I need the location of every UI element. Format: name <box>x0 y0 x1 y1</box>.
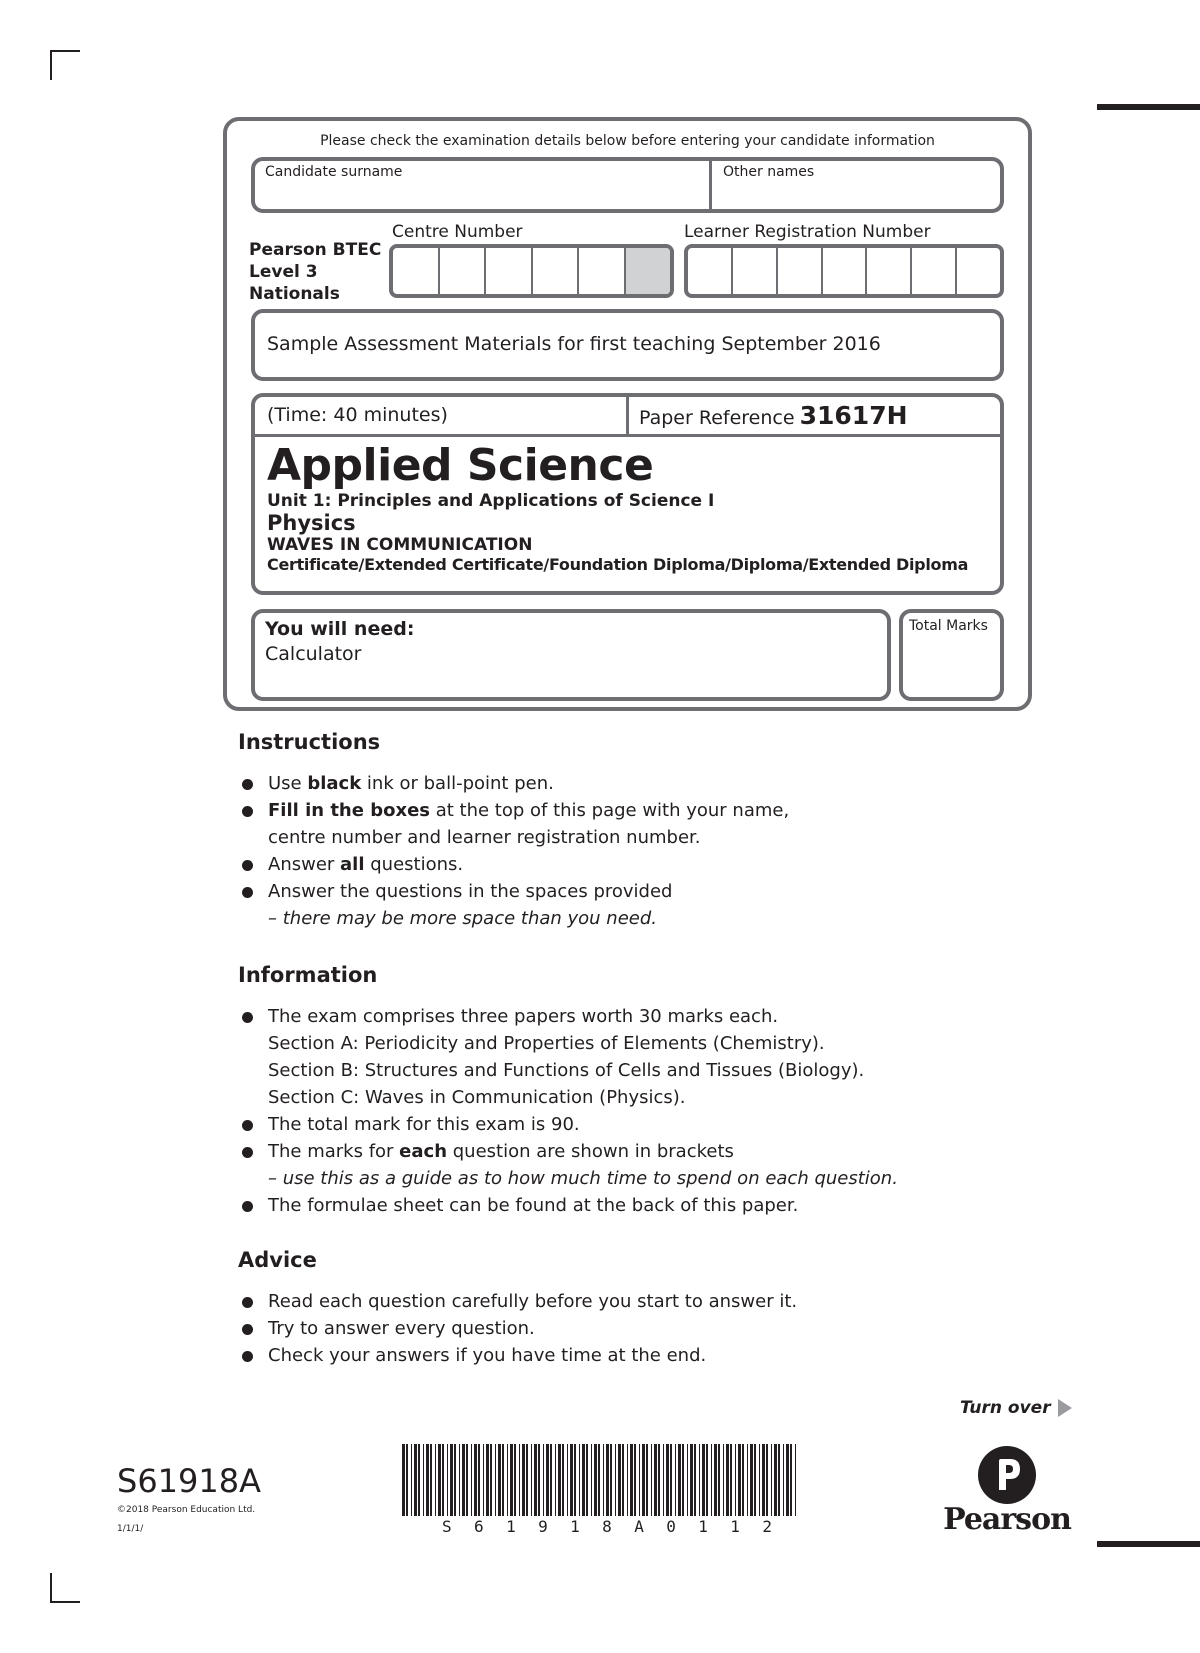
centre-number-cell[interactable] <box>486 248 533 294</box>
learner-registration-cell[interactable] <box>733 248 778 294</box>
play-arrow-icon <box>1058 1399 1072 1417</box>
copyright-note: ©2018 Pearson Education Ltd. <box>117 1505 256 1515</box>
learner-registration-cell[interactable] <box>823 248 868 294</box>
paper-title-block <box>267 440 968 574</box>
sample-note: Sample Assessment Materials for first teaching September 2016 <box>267 333 881 355</box>
learner-registration-boxes[interactable] <box>684 244 1004 298</box>
barcode-char: 1 <box>730 1517 740 1536</box>
total-marks-label: Total Marks <box>909 618 988 634</box>
pearson-wordmark: Pearson <box>943 1502 1071 1537</box>
paper-certificates: Certificate/Extended Certificate/Foundation Diploma/Diploma/Extended Diploma <box>267 555 969 574</box>
qualification-name <box>249 239 381 305</box>
centre-number-label: Centre Number <box>392 222 523 242</box>
paper-code: S61918A <box>117 1462 261 1500</box>
barcode-char: 1 <box>506 1517 516 1536</box>
list-item: Fill in the boxes at the top of this page with your name, centre number and learner registration number. <box>240 797 789 851</box>
paper-reference-code: 31617H <box>799 401 908 430</box>
list-item: Read each question carefully before you start to answer it. <box>240 1288 797 1315</box>
barcode-char: S <box>442 1517 452 1536</box>
barcode-char: 2 <box>762 1517 772 1536</box>
qualification-line3: Nationals <box>249 284 340 304</box>
barcode-char: 8 <box>602 1517 612 1536</box>
list-item: Use black ink or ball-point pen. <box>240 770 789 797</box>
barcode-text <box>442 1517 772 1536</box>
you-will-need-box <box>251 609 891 701</box>
crop-mark-top-left-h <box>50 50 80 52</box>
crop-mark-bottom-left-h <box>50 1601 80 1603</box>
name-box <box>251 157 1004 213</box>
list-item: The exam comprises three papers worth 30 marks each. Section A: Periodicity and Properties of Elements (Chemistry). Section B: Structures and Functions of Cells and Tissues (Biology). Section C: Waves in Communication (Physics). <box>240 1003 898 1111</box>
edge-bar-bottom <box>1097 1541 1200 1547</box>
instructions-heading: Instructions <box>238 730 381 754</box>
paper-subject: Physics <box>267 511 356 535</box>
learner-registration-label: Learner Registration Number <box>684 222 931 242</box>
paper-unit: Unit 1: Principles and Applications of Science I <box>267 491 715 511</box>
barcode-char: A <box>634 1517 644 1536</box>
centre-number-cell[interactable] <box>533 248 580 294</box>
list-item: Answer the questions in the spaces provided – there may be more space than you need. <box>240 878 789 932</box>
paper-box <box>251 393 1004 595</box>
list-item: Try to answer every question. <box>240 1315 797 1342</box>
pearson-logo <box>940 1446 1074 1538</box>
advice-list <box>240 1288 797 1369</box>
crop-mark-bottom-left-v <box>50 1573 52 1603</box>
turn-over-label: Turn over <box>960 1398 1051 1418</box>
paper-title: Applied Science <box>267 440 654 491</box>
paper-reference <box>639 401 908 430</box>
advice-heading: Advice <box>238 1248 317 1272</box>
learner-registration-cell[interactable] <box>688 248 733 294</box>
other-names-label: Other names <box>723 164 815 180</box>
barcode-icon <box>402 1444 798 1516</box>
exam-details-frame <box>223 117 1032 711</box>
you-will-need-item: Calculator <box>265 643 362 665</box>
list-item: The marks for each question are shown in brackets – use this as a guide as to how much time to spend on each question. <box>240 1138 898 1192</box>
total-marks-box <box>899 609 1004 701</box>
information-list <box>240 1003 898 1219</box>
list-item: The formulae sheet can be found at the back of this paper. <box>240 1192 898 1219</box>
sample-note-box <box>251 309 1004 381</box>
barcode-char: 9 <box>538 1517 548 1536</box>
barcode-char: 1 <box>698 1517 708 1536</box>
pearson-p-glyph-icon <box>978 1446 1036 1504</box>
centre-number-cell[interactable] <box>579 248 626 294</box>
candidate-surname-label: Candidate surname <box>265 164 403 180</box>
qualification-line2: Level 3 <box>249 262 318 282</box>
centre-number-boxes[interactable] <box>389 244 674 298</box>
barcode-char: 6 <box>474 1517 484 1536</box>
name-box-divider <box>709 161 712 209</box>
barcode-char: 1 <box>570 1517 580 1536</box>
list-item: Check your answers if you have time at the end. <box>240 1342 797 1369</box>
you-will-need-label: You will need: <box>265 618 415 640</box>
learner-registration-cell[interactable] <box>957 248 1000 294</box>
list-item: Answer all questions. <box>240 851 789 878</box>
learner-registration-cell[interactable] <box>867 248 912 294</box>
candidate-surname-field[interactable] <box>257 183 705 209</box>
paper-topic: WAVES IN COMMUNICATION <box>267 535 533 555</box>
edge-bar-top <box>1097 104 1200 110</box>
centre-number-cell[interactable] <box>440 248 487 294</box>
list-item: The total mark for this exam is 90. <box>240 1111 898 1138</box>
print-reference: 1/1/1/ <box>117 1524 144 1534</box>
crop-mark-top-left-v <box>50 50 52 80</box>
exam-time: (Time: 40 minutes) <box>267 404 448 426</box>
learner-registration-cell[interactable] <box>912 248 957 294</box>
other-names-field[interactable] <box>715 183 1000 209</box>
qualification-line1: Pearson BTEC <box>249 240 382 260</box>
time-ref-divider-v <box>626 397 629 435</box>
paper-reference-label: Paper Reference <box>639 407 795 429</box>
centre-number-cell-shaded <box>626 248 671 294</box>
pearson-p-icon <box>978 1446 1036 1504</box>
information-heading: Information <box>238 963 378 987</box>
check-note: Please check the examination details below before entering your candidate information <box>320 133 935 149</box>
instructions-list <box>240 770 789 932</box>
barcode-char: 0 <box>666 1517 676 1536</box>
centre-number-cell[interactable] <box>393 248 440 294</box>
learner-registration-cell[interactable] <box>778 248 823 294</box>
